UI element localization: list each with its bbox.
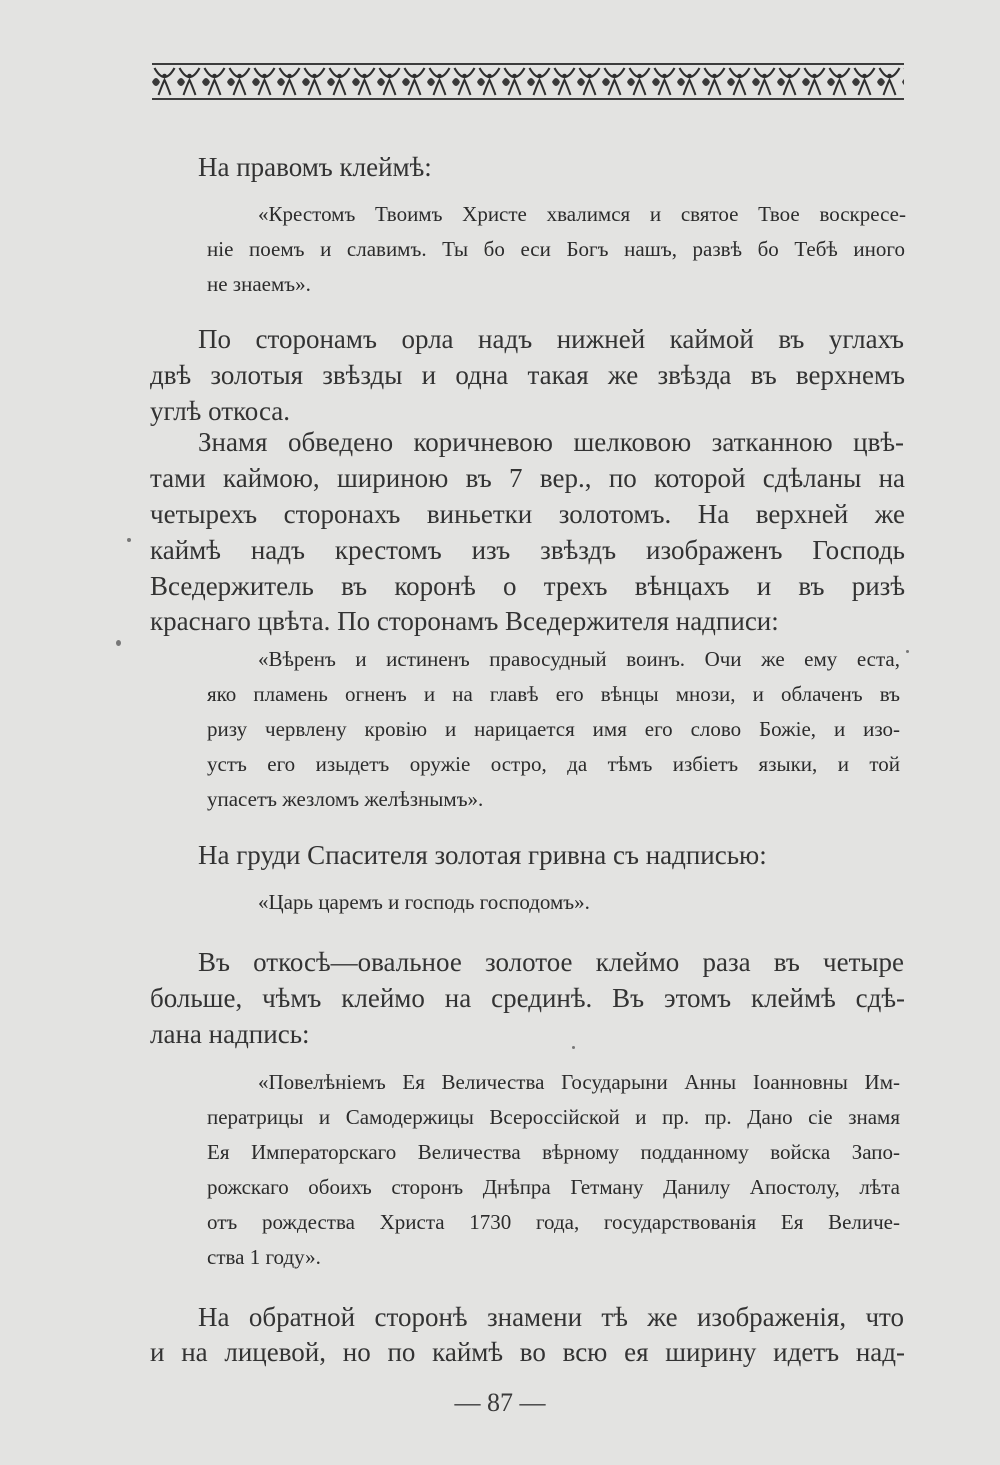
body-line: краснаго цвѣта. По сторонамъ Вседержителя надписи: (150, 606, 779, 636)
ornamental-header-band-icon (152, 62, 904, 102)
quote-line: яко пламень огненъ и на главѣ его вѣнцы мнози, и облаченъ въ (207, 682, 900, 706)
body-line: углѣ откоса. (150, 396, 290, 426)
quote-line: «Крестомъ Твоимъ Христе хвалимся и святое Твое воскресе- (258, 202, 906, 226)
quote-line: отъ рождества Христа 1730 года, государствованія Ея Величе- (207, 1210, 900, 1234)
body-line: На груди Спасителя золотая гривна съ надписью: (198, 840, 767, 870)
quote-line: ства 1 году». (207, 1245, 321, 1269)
body-line: больше, чѣмъ клеймо на срединѣ. Въ этомъ клеймѣ сдѣ- (150, 983, 905, 1013)
body-line: лана надпись: (150, 1019, 310, 1049)
body-line: тами каймою, шириною въ 7 вер., по которой сдѣланы на (150, 463, 905, 493)
body-line: Знамя обведено коричневою шелковою затканною цвѣ- (198, 427, 904, 457)
body-line: Вседержитель въ коронѣ о трехъ вѣнцахъ и въ ризѣ (150, 571, 905, 601)
quote-line: «Повелѣніемъ Ея Величества Государыни Анны Іоанновны Им- (258, 1070, 900, 1094)
body-line: На правомъ клеймѣ: (198, 152, 432, 182)
scan-speck (116, 640, 121, 646)
quote-line: рожскаго обоихъ сторонъ Днѣпра Гетману Данилу Апостолу, лѣта (207, 1175, 900, 1199)
body-line: По сторонамъ орла надъ нижней каймой въ углахъ (198, 324, 904, 354)
scan-speck (127, 538, 131, 542)
quote-line: ператрицы и Самодержицы Всероссійской и пр. пр. Дано сіе знамя (207, 1105, 900, 1129)
quote-line: ніе поемъ и славимъ. Ты бо еси Богъ нашъ, развѣ бо Тебѣ иного (207, 237, 905, 261)
body-line: Въ откосѣ—овальное золотое клеймо раза въ четыре (198, 947, 904, 977)
scan-speck (906, 650, 909, 653)
quote-line: Ея Императорскаго Величества вѣрному подданному войска Запо- (207, 1140, 900, 1164)
quote-line: не знаемъ». (207, 272, 311, 296)
body-line: четырехъ сторонахъ виньетки золотомъ. На верхней же (150, 499, 905, 529)
quote-line: устъ его изыдетъ оружіе остро, да тѣмъ избіетъ языки, и той (207, 752, 900, 776)
quote-line: «Царь царемъ и господь господомъ». (258, 890, 590, 914)
scan-speck (572, 1046, 575, 1049)
body-line: двѣ золотыя звѣзды и одна такая же звѣзда въ верхнемъ (150, 360, 905, 390)
quote-line: ризу червлену кровію и нарицается имя его слово Божіе, и изо- (207, 717, 900, 741)
quote-line: «Вѣренъ и истиненъ правосудный воинъ. Очи же ему еста, (258, 647, 900, 671)
quote-line: упасетъ жезломъ желѣзнымъ». (207, 787, 484, 811)
page-number: — 87 — (454, 1388, 546, 1417)
body-line: На обратной сторонѣ знамени тѣ же изображенія, что (198, 1302, 904, 1332)
body-line: каймѣ надъ крестомъ изъ звѣздъ изображенъ Господь (150, 535, 905, 565)
body-line: и на лицевой, но по каймѣ во всю ея ширину идетъ над- (150, 1337, 905, 1367)
